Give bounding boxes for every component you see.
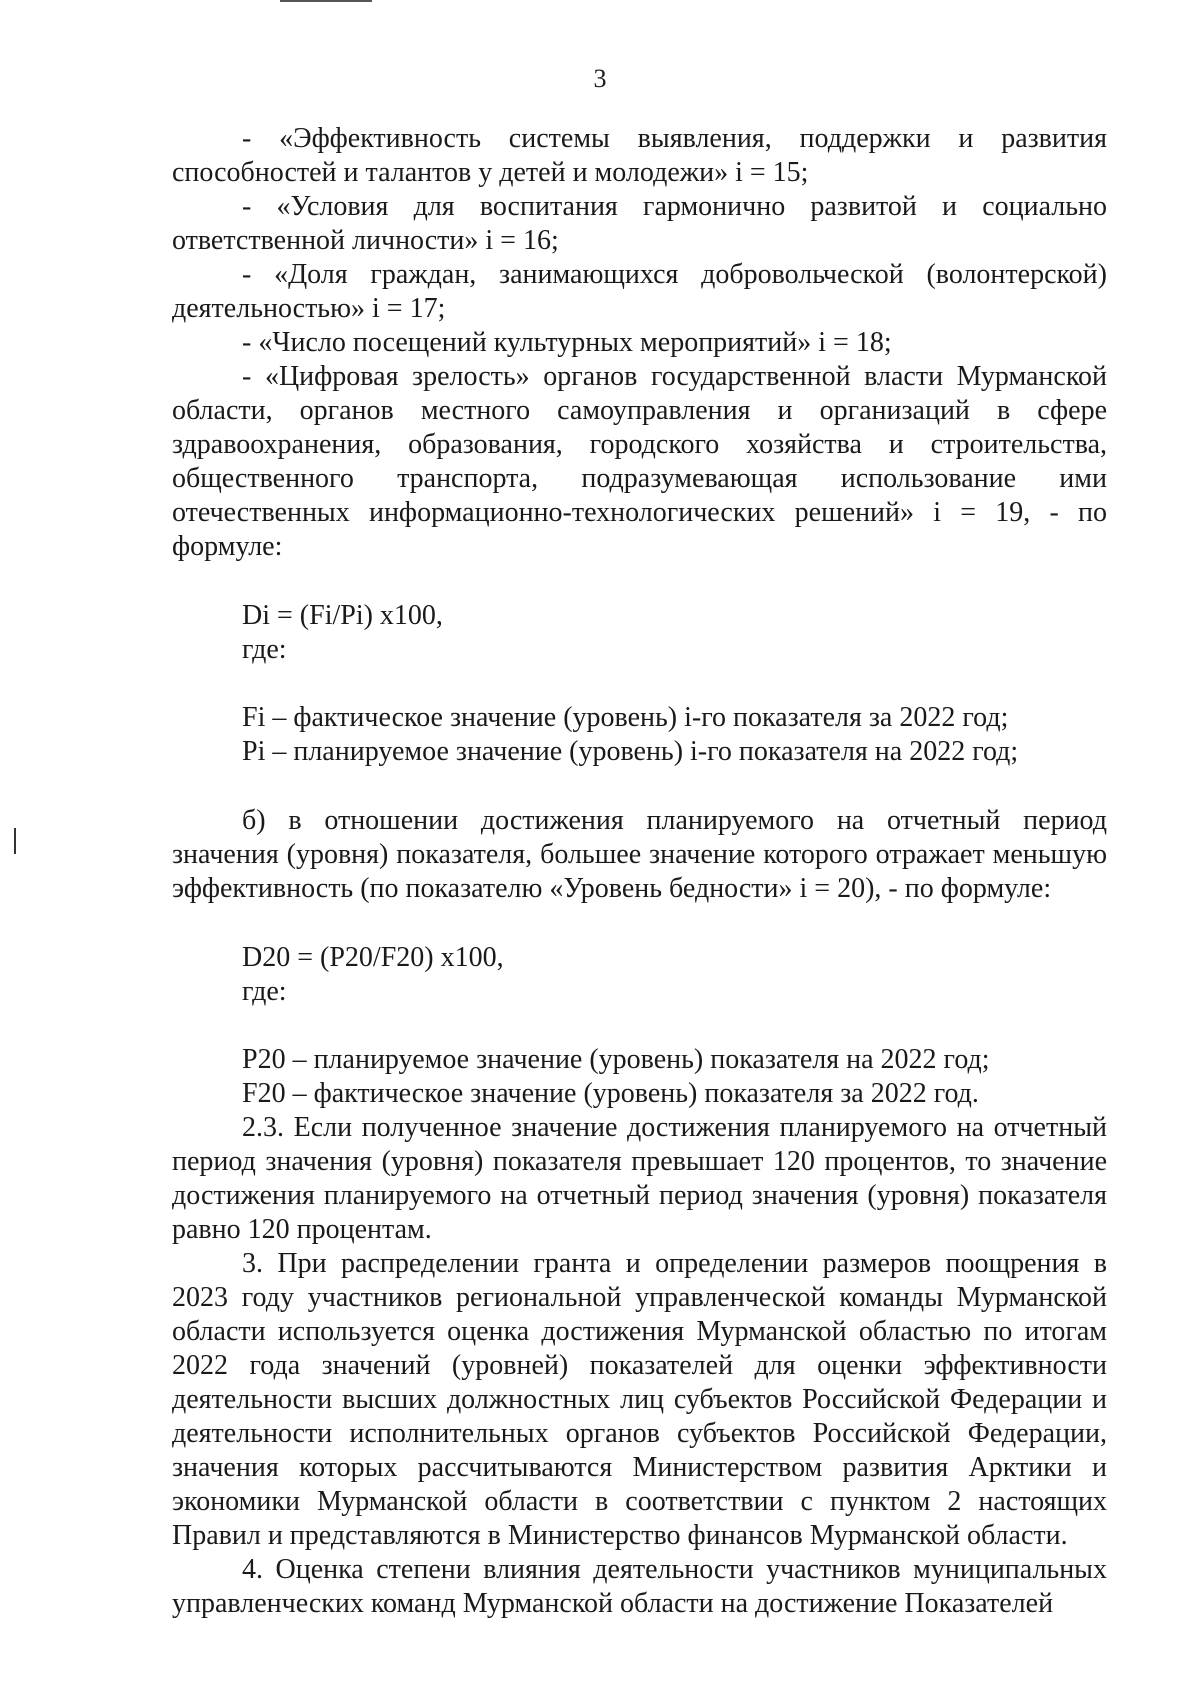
paragraph-b: б) в отношении достижения планируемого на отчетный период значения (уровня) показателя, большее значение которого отражает меньшую эффективность (по показателю «Уровень бедности» i = 20), - по формуле:: [172, 805, 1107, 904]
paragraph-3: 3. При распределении гранта и определении размеров поощрения в 2023 году участников региональной управленческой команды Мурманской области используется оценка достижения Мурманской областью по итогам 2022 года значений (уровней) показателей для оценки эффективности деятельности высших должностных лиц субъектов Российской Федерации и деятельности исполнительных органов субъектов Российской Федерации, значения которых рассчитываются Министерством развития Арктики и экономики Мурманской области в соответствии с пунктом 2 настоящих Правил и представляются в Министерство финансов Мурманской области.: [172, 1248, 1107, 1551]
paragraph-indicator-17: - «Доля граждан, занимающихся добровольческой (волонтерской) деятельностью» i = 17;: [172, 259, 1107, 324]
spacer: [172, 1009, 1107, 1043]
paragraph-4: 4. Оценка степени влияния деятельности участников муниципальных управленческих команд Мурманской области на достижение Показателей: [172, 1554, 1107, 1619]
spacer: [172, 667, 1107, 701]
definition-fi: Fi – фактическое значение (уровень) i-го показателя за 2022 год;: [242, 702, 1009, 733]
definition-f20: F20 – фактическое значение (уровень) показателя за 2022 год.: [242, 1078, 979, 1109]
spacer: [172, 564, 1107, 599]
scan-artifact-top: [280, 0, 372, 2]
spacer: [172, 769, 1107, 804]
paragraph-indicator-18: - «Число посещений культурных мероприятий» i = 18;: [242, 327, 892, 358]
definition-pi: Pi – планируемое значение (уровень) i-го показателя на 2022 год;: [242, 736, 1019, 767]
formula-di: Di = (Fi/Pi) x100,: [242, 600, 443, 631]
spacer: [172, 906, 1107, 941]
paragraph-2-3: 2.3. Если полученное значение достижения планируемого на отчетный период значения (уровня) показателя превышает 120 процентов, то значение достижения планируемого на отчетный период значения (уровня) показателя равно 120 процентам.: [172, 1112, 1107, 1245]
definition-p20: P20 – планируемое значение (уровень) показателя на 2022 год;: [242, 1044, 990, 1075]
paragraph-indicator-16: - «Условия для воспитания гармонично развитой и социально ответственной личности» i = 16;: [172, 191, 1107, 256]
formula-where-2: где:: [242, 976, 287, 1007]
formula-where-1: где:: [242, 634, 287, 665]
page-number: 3: [593, 64, 607, 93]
formula-d20: D20 = (P20/F20) x100,: [242, 942, 504, 973]
paragraph-indicator-15: - «Эффективность системы выявления, поддержки и развития способностей и талантов у детей и молодежи» i = 15;: [172, 123, 1107, 188]
scan-artifact-left: [14, 828, 16, 854]
document-body: [172, 122, 1107, 1621]
paragraph-indicator-19: - «Цифровая зрелость» органов государственной власти Мурманской области, органов местного самоуправления и организаций в сфере здравоохранения, образования, городского хозяйства и строительства, общественного транспорта, подразумевающая использование ими отечественных информационно-технологических решений» i = 19, - по формуле:: [172, 361, 1107, 562]
